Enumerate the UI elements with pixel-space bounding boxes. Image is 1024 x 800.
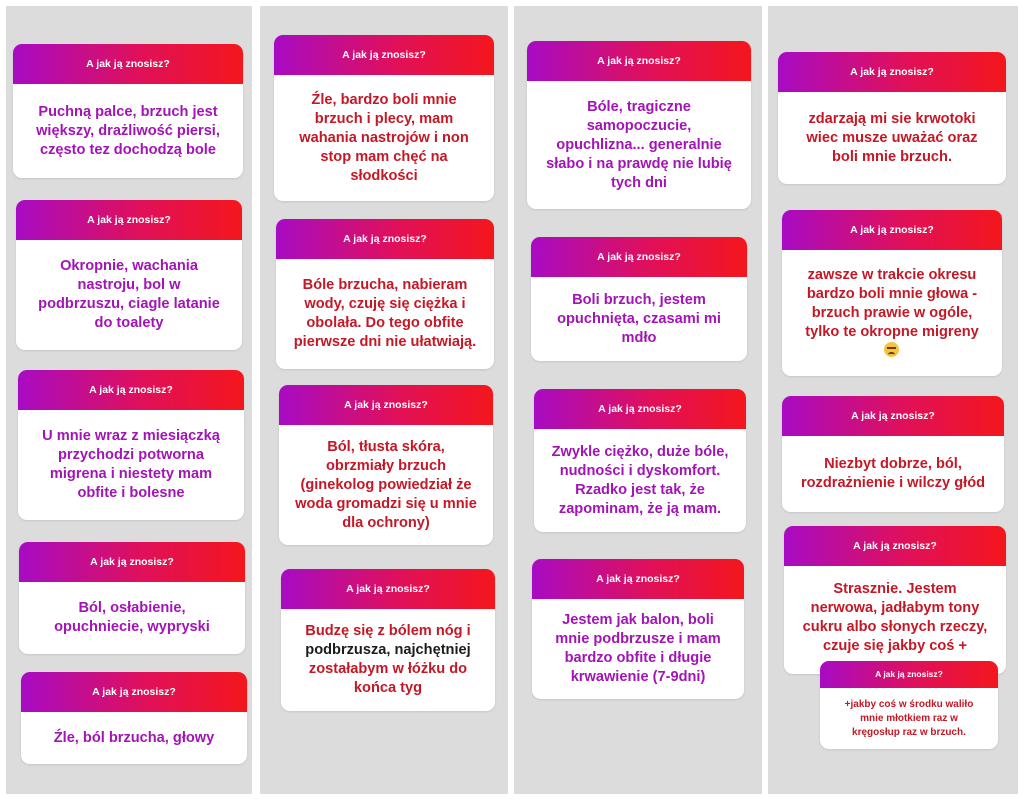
answer-card xyxy=(527,41,751,209)
answer-text: Bóle brzucha, nabieram wody, czuję się ciężka i obolała. Do tego obfite pierwsze dni nie ułatwiają. xyxy=(293,277,477,350)
question-header: A jak ją znosisz? xyxy=(18,370,244,410)
question-header: A jak ją znosisz? xyxy=(21,672,247,712)
answer-text: Puchną palce, brzuch jest większy, drażliwość piersi, często tez dochodzą bole xyxy=(36,103,220,158)
answer-card xyxy=(274,35,494,201)
answer-card xyxy=(279,385,493,545)
answer-text: zdarzają mi sie krwotoki wiec musze uważać oraz boli mnie brzuch. xyxy=(806,110,978,165)
question-header: A jak ją znosisz? xyxy=(19,542,245,582)
question-header: A jak ją znosisz? xyxy=(782,210,1002,250)
story-column-4 xyxy=(768,6,1018,794)
answer-text: +jakby coś w środku waliło mnie młotkiem raz w kręgosłup raz w brzuch. xyxy=(844,698,974,738)
answer-text: Niezbyt dobrze, ból, rozdrażnienie i wilczy głód xyxy=(800,456,986,491)
answer-text: Ból, tłusta skóra, obrzmiały brzuch (ginekolog powiedział że woda gromadzi się u mnie dla ochrony) xyxy=(295,438,477,531)
question-header: A jak ją znosisz? xyxy=(276,219,494,259)
answer-card xyxy=(782,396,1004,512)
answer-card xyxy=(281,569,495,711)
question-header: A jak ją znosisz? xyxy=(778,52,1006,92)
answer-card xyxy=(276,219,494,369)
story-column-1 xyxy=(6,6,252,794)
answer-card-small xyxy=(820,661,998,749)
answer-text: Zwykle ciężko, duże bóle, nudności i dyskomfort. Rzadko jest tak, że zapominam, że ją mam. xyxy=(551,443,729,517)
answer-text: Bóle, tragiczne samopoczucie, opuchlizna... generalnie słabo i na prawdę nie lubię tych dni xyxy=(546,98,732,191)
question-header: A jak ją znosisz? xyxy=(534,389,746,429)
answer-card xyxy=(16,200,242,350)
answer-card xyxy=(531,237,747,361)
story-column-2 xyxy=(260,6,508,794)
answer-card xyxy=(19,542,245,654)
answer-card xyxy=(534,389,746,532)
question-header: A jak ją znosisz? xyxy=(782,396,1004,436)
question-header: A jak ją znosisz? xyxy=(784,526,1006,566)
answer-card xyxy=(782,210,1002,376)
story-column-3 xyxy=(514,6,762,794)
answer-text: Źle, ból brzucha, głowy xyxy=(53,729,215,746)
answer-text: Źle, bardzo boli mnie brzuch i plecy, mam wahania nastrojów i non stop mam chęć na słodkości xyxy=(299,91,469,184)
answer-text: Okropnie, wachania nastroju, bol w podbrzuszu, ciagle latanie do toalety xyxy=(38,258,220,331)
answer-text: Ból, osłabienie, opuchniecie, wypryski xyxy=(54,600,210,635)
answer-card xyxy=(778,52,1006,184)
answer-card xyxy=(13,44,243,178)
question-header: A jak ją znosisz? xyxy=(16,200,242,240)
answer-text: Boli brzuch, jestem opuchnięta, czasami mi mdło xyxy=(557,291,721,346)
tired-face-emoji xyxy=(884,342,899,357)
question-header: A jak ją znosisz? xyxy=(531,237,747,277)
question-header: A jak ją znosisz? xyxy=(532,559,744,599)
question-header: A jak ją znosisz? xyxy=(527,41,751,81)
answer-text: Budzę się z bólem nóg i podbrzusza, najchętniej zostałabym w łóżku do końca tyg xyxy=(305,623,471,696)
answer-text: Strasznie. Jestem nerwowa, jadłabym tony cukru albo słonych rzeczy, czuje się jakby coś + xyxy=(802,581,988,654)
question-header: A jak ją znosisz? xyxy=(820,661,998,688)
answer-card xyxy=(21,672,247,764)
answer-text: zawsze w trakcie okresu bardzo boli mnie głowa - brzuch prawie w ogóle, tylko te okropne migreny xyxy=(782,250,1002,376)
question-header: A jak ją znosisz? xyxy=(13,44,243,84)
answer-card xyxy=(532,559,744,699)
answer-card xyxy=(784,526,1006,674)
question-header: A jak ją znosisz? xyxy=(279,385,493,425)
question-header: A jak ją znosisz? xyxy=(281,569,495,609)
question-header: A jak ją znosisz? xyxy=(274,35,494,75)
answer-card xyxy=(18,370,244,520)
answer-text: U mnie wraz z miesiączką przychodzi potworna migrena i niestety mam obfite i bolesne xyxy=(42,428,220,501)
answer-text: Jestem jak balon, boli mnie podbrzusze i mam bardzo obfite i długie krwawienie (7-9dni) xyxy=(555,612,721,685)
